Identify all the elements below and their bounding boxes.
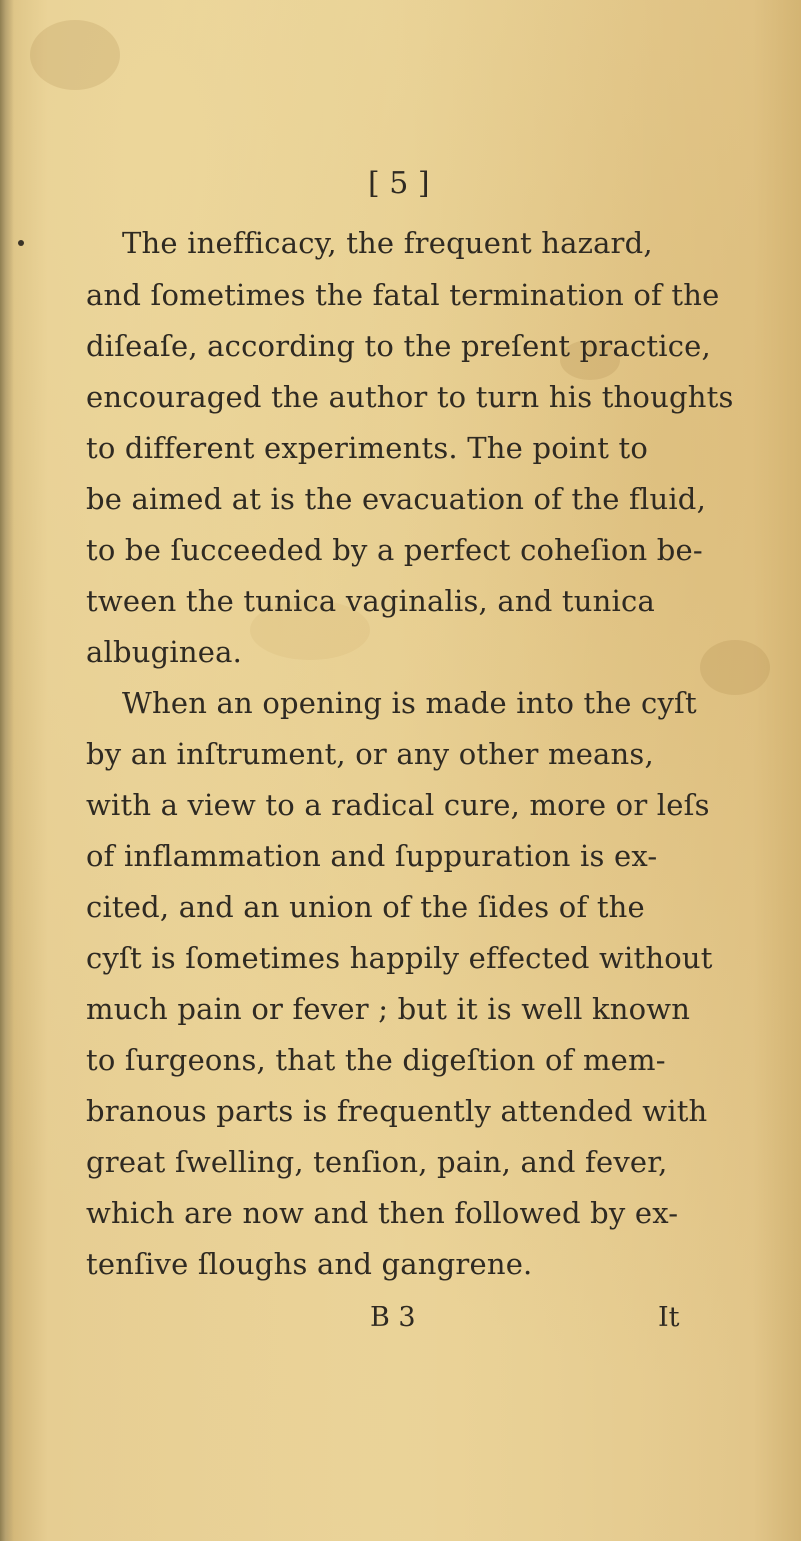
text-line-4: encouraged the author to turn his thoughts <box>86 380 734 414</box>
text-line-5: to different experiments. The point to <box>86 431 649 465</box>
text-line-18: branous parts is frequently attended with <box>86 1094 708 1128</box>
ink-dot <box>18 240 24 246</box>
text-line-16: much pain or fever ; but it is well known <box>86 992 691 1026</box>
text-line-7: to be ſucceeded by a perfect coheſion be- <box>86 533 703 567</box>
text-line-13: of inflammation and ſuppuration is ex- <box>86 839 658 873</box>
signature-mark: B 3 <box>370 1302 416 1333</box>
text-line-1: The inefficacy, the frequent hazard, <box>122 226 653 260</box>
text-line-2: and ſometimes the fatal termination of the <box>86 278 720 312</box>
text-line-17: to ſurgeons, that the digeſtion of mem- <box>86 1043 666 1077</box>
text-line-11: by an inſtrument, or any other means, <box>86 737 654 771</box>
text-line-14: cited, and an union of the ſides of the <box>86 890 645 924</box>
text-line-20: which are now and then followed by ex- <box>86 1196 679 1230</box>
text-line-15: cyſt is ſometimes happily effected without <box>86 941 713 975</box>
page-gutter <box>0 0 14 1541</box>
catchword: It <box>658 1302 680 1333</box>
text-line-19: great ſwelling, tenſion, pain, and fever, <box>86 1145 668 1179</box>
text-line-3: diſeaſe, according to the preſent practice, <box>86 329 711 363</box>
text-line-9: albuginea. <box>86 635 242 669</box>
text-line-8: tween the tunica vaginalis, and tunica <box>86 584 655 618</box>
text-line-21: tenſive ſloughs and gangrene. <box>86 1247 533 1281</box>
text-line-10: When an opening is made into the cyſt <box>122 686 697 720</box>
paper-stain <box>30 20 120 90</box>
text-line-12: with a view to a radical cure, more or leſs <box>86 788 710 822</box>
paper-stain <box>700 640 770 695</box>
text-line-6: be aimed at is the evacuation of the fluid, <box>86 482 706 516</box>
page-number-header: [ 5 ] <box>368 166 430 201</box>
